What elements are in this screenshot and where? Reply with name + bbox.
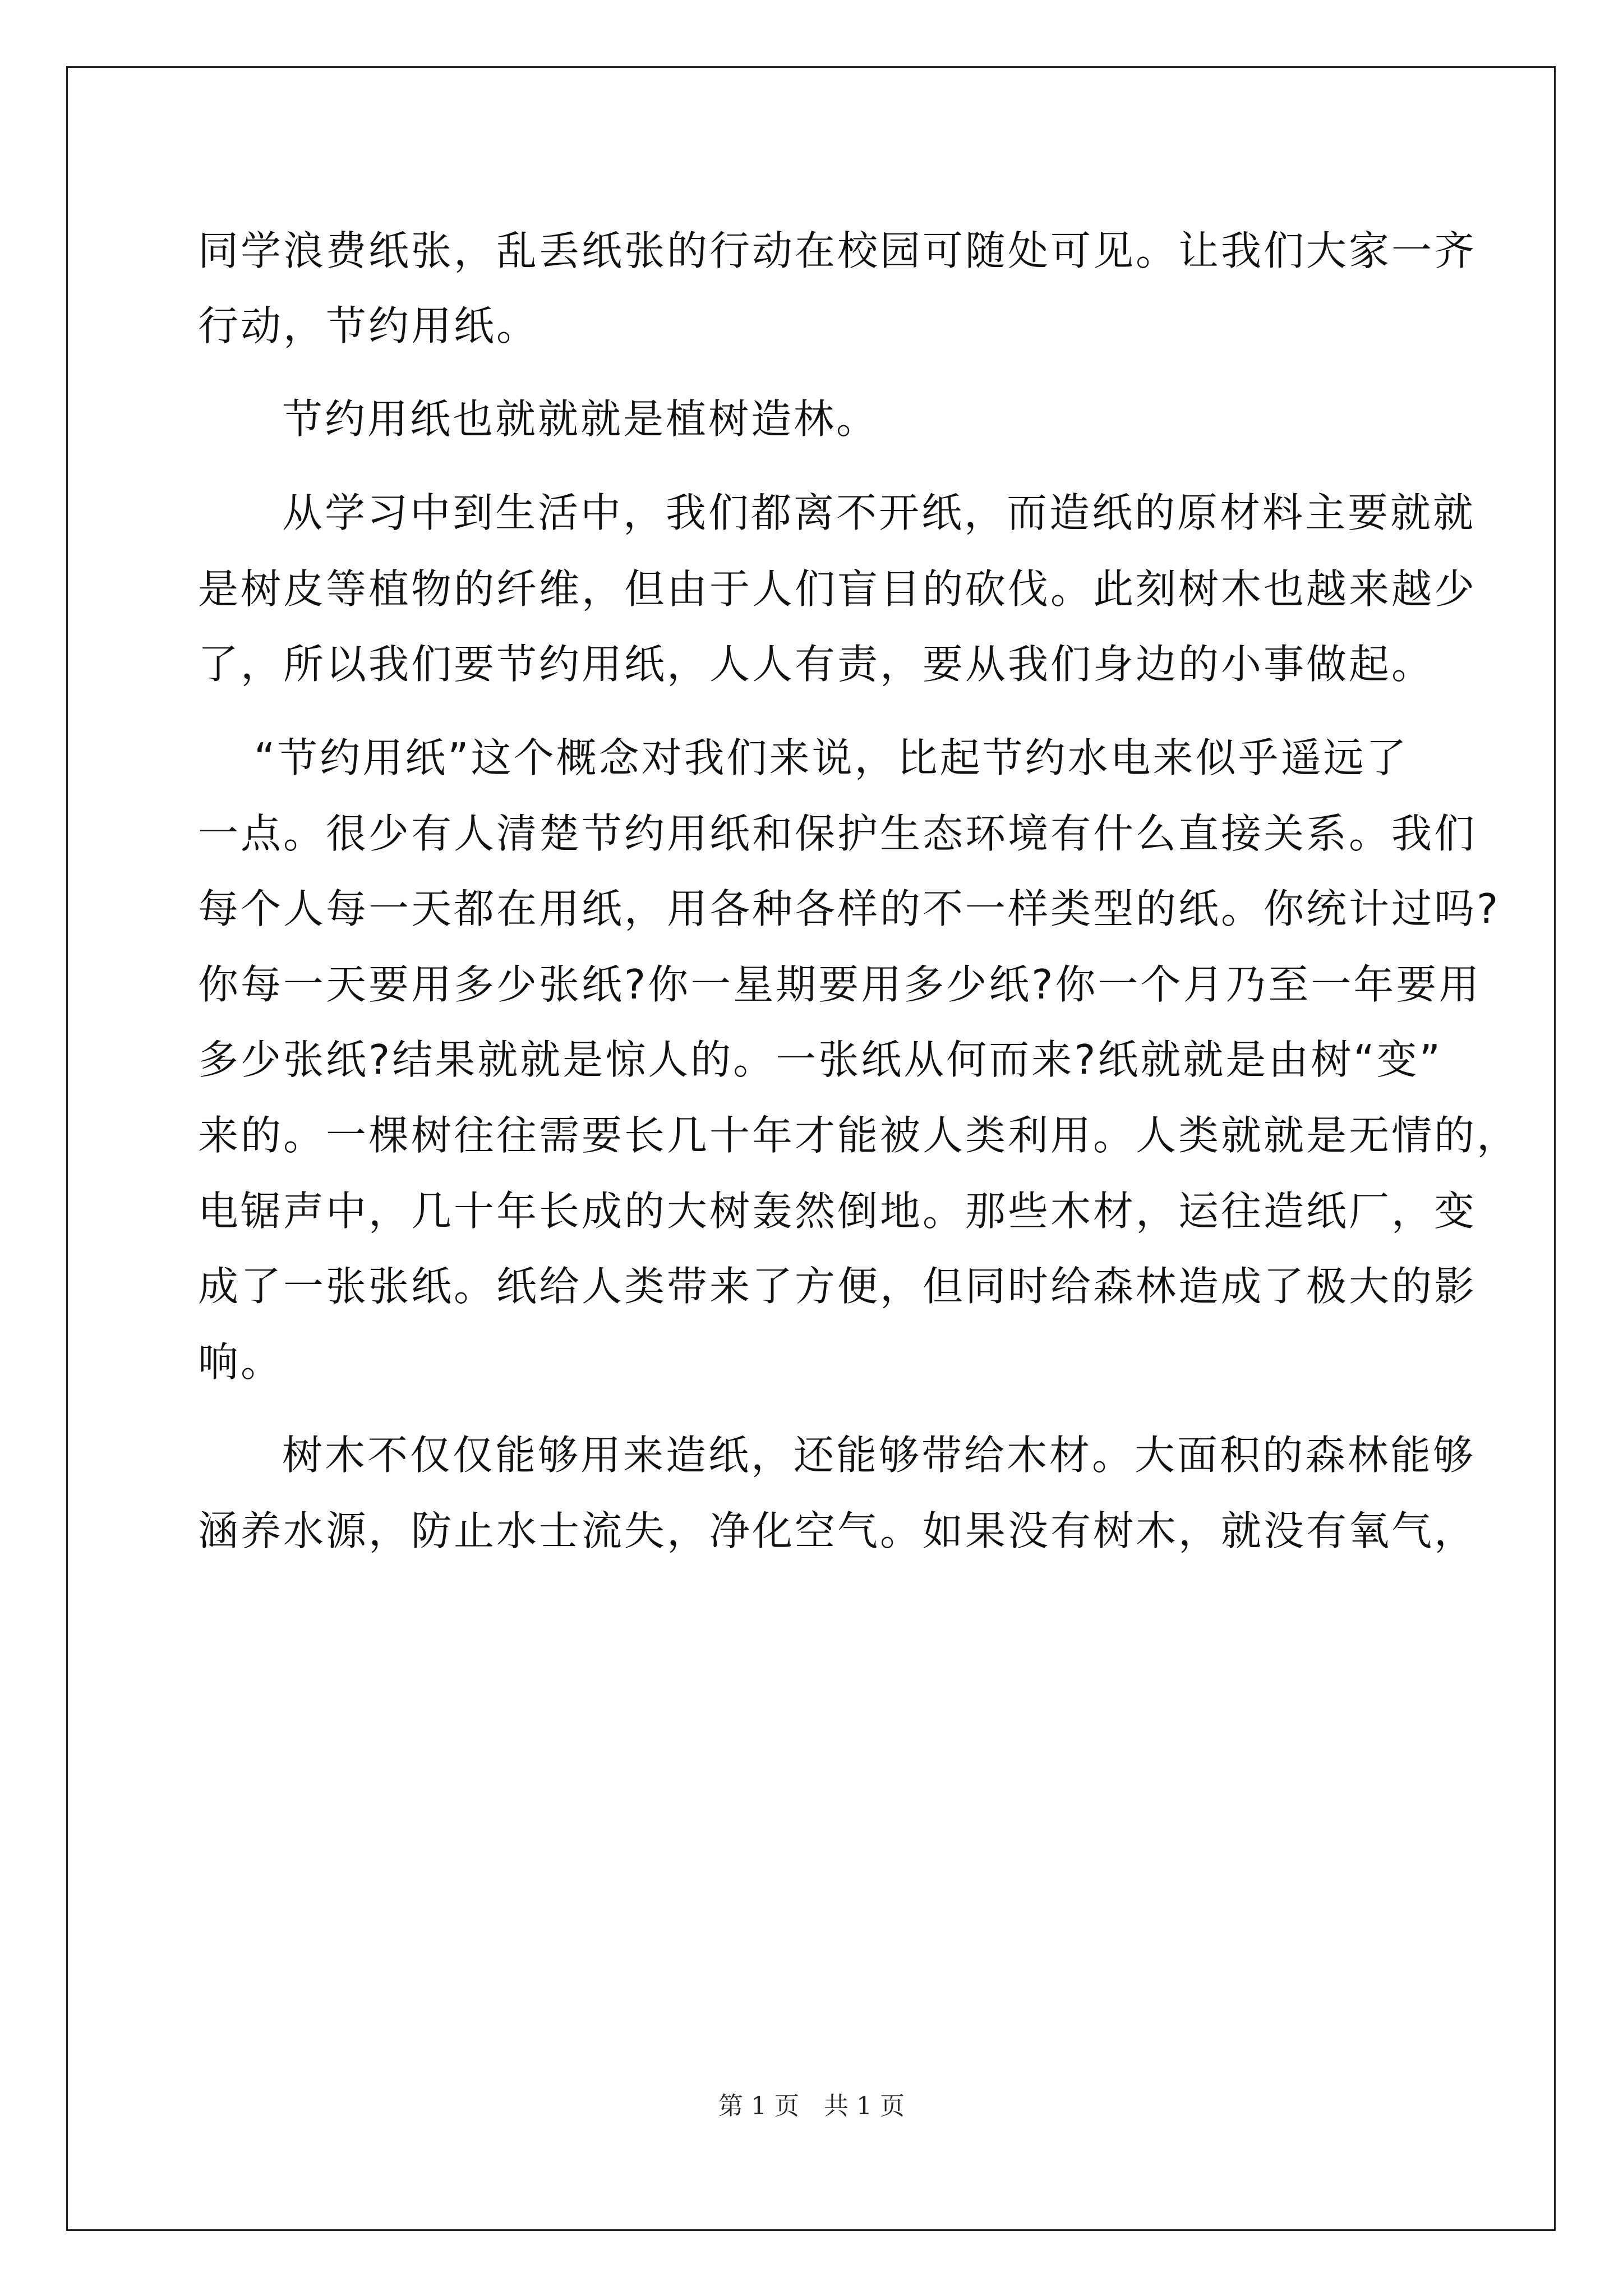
text-line: 从学习中到生活中，我们都离不开纸，而造纸的原材料主要就就: [282, 489, 1476, 536]
text-line: 多少张纸?结果就就是惊人的。一张纸从何而来?纸就就是由树“变”: [198, 1036, 1443, 1083]
text-line: 成了一张张纸。纸给人类带来了方便，但同时给森林造成了极大的影: [198, 1263, 1477, 1310]
text-line: 来的。一棵树往往需要长几十年才能被人类利用。人类就就是无情的，: [198, 1112, 1520, 1159]
text-line: 行动，节约用纸。: [198, 302, 540, 349]
text-line: 了，所以我们要节约用纸，人人有责，要从我们身边的小事做起。: [198, 641, 1435, 688]
text-line: 涵养水源，防止水士流失，净化空气。如果没有树木，就没有氧气，: [198, 1507, 1477, 1554]
text-line: 响。: [198, 1338, 284, 1386]
page-number-footer: 第 1 页 共 1 页: [718, 2092, 905, 2120]
text-line: 电锯声中，几十年长成的大树轰然倒地。那些木材，运往造纸厂，变: [198, 1188, 1477, 1235]
text-line: 树木不仅仅能够用来造纸，还能够带给木材。大面积的森林能够: [282, 1432, 1476, 1479]
text-line: 你每一天要用多少张纸?你一星期要用多少纸?你一个月乃至一年要用: [198, 961, 1482, 1008]
text-line: 节约用纸也就就就是植树造林。: [282, 395, 879, 443]
text-line: 一点。很少有人清楚节约用纸和保护生态环境有什么直接关系。我们: [198, 810, 1477, 857]
text-line: 同学浪费纸张，乱丢纸张的行动在校园可随处可见。让我们大家一齐: [198, 227, 1477, 274]
text-line: 是树皮等植物的纤维，但由于人们盲目的砍伐。此刻树木也越来越少: [198, 565, 1477, 613]
text-line: “节约用纸”这个概念对我们来说，比起节约水电来似乎遥远了: [254, 734, 1409, 781]
text-line: 每个人每一天都在用纸，用各种各样的不一样类型的纸。你统计过吗?: [198, 885, 1501, 932]
